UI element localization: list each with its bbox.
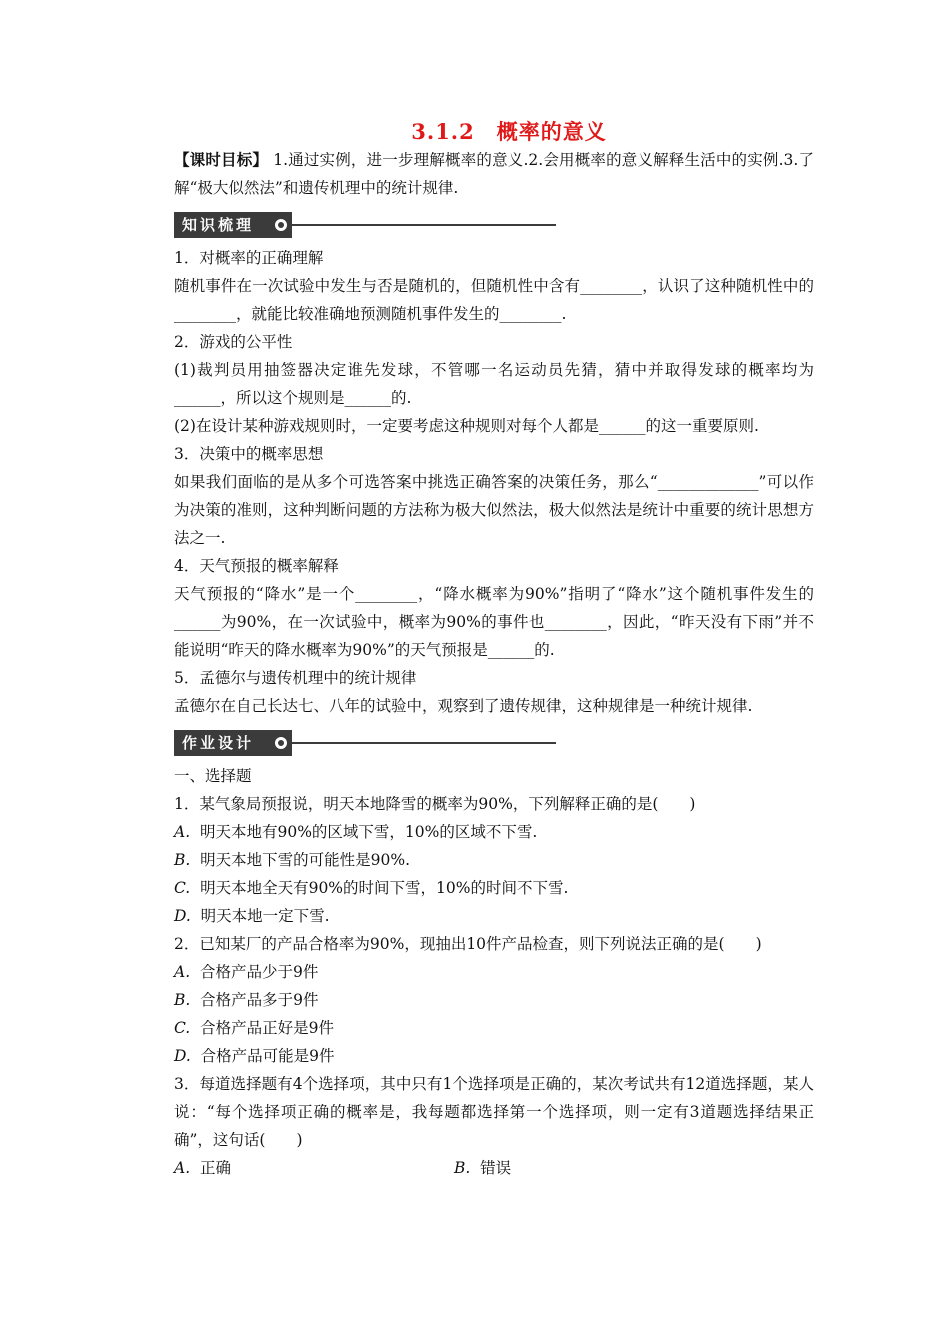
banner-rule [292,224,556,226]
question-3 [174,1070,814,1182]
option-a: A. 合格产品少于9件 [174,963,319,981]
knowledge-line: 天气预报的“降水”是一个________，“降水概率为90%”指明了“降水”这个随机事件发生的______为90%，在一次试验中，概率为90%的事件也________，因此，“昨天没有下雨”并不能说明“昨天的降水概率为90%”的天气预报是______的. [174,585,814,659]
option-a: A. 正确 [174,1159,231,1177]
banner-dot-icon [274,736,288,750]
question-stem: 1．某气象局预报说，明天本地降雪的概率为90%，下列解释正确的是( ) [174,795,696,813]
knowledge-line: 3．决策中的概率思想 [174,445,324,463]
option-c: C. 明天本地全天有90%的时间下雪，10%的时间不下雪. [174,879,569,897]
knowledge-line: 如果我们面临的是从多个可选答案中挑选正确答案的决策任务，那么“_____________”可以作为决策的准则，这种判断问题的方法称为极大似然法，极大似然法是统计中重要的统计思想方法之一. [174,473,814,547]
option-b: B. 合格产品多于9件 [174,991,319,1009]
section-banner-homework [174,730,814,756]
banner-rule [292,742,556,744]
knowledge-line: 2．游戏的公平性 [174,333,293,351]
option-a: A. 明天本地有90%的区域下雪，10%的区域不下雪. [174,823,538,841]
lesson-goal-text: 1.通过实例，进一步理解概率的意义.2.会用概率的意义解释生活中的实例.3.了解“极大似然法”和遗传机理中的统计规律. [174,151,814,197]
section-banner-knowledge [174,212,814,238]
question-2 [174,930,814,1070]
knowledge-line: 1．对概率的正确理解 [174,249,324,267]
knowledge-line: (2)在设计某种游戏规则时，一定要考虑这种规则对每个人都是______的这一重要原则. [174,417,759,435]
section-banner-label: 知识梳理 [174,212,292,238]
option-b: B. 错误 [454,1159,512,1177]
knowledge-line: (1)裁判员用抽签器决定谁先发球，不管哪一名运动员先猜，猜中并取得发球的概率均为______，所以这个规则是______的. [174,361,814,407]
knowledge-line: 4．天气预报的概率解释 [174,557,339,575]
question-stem: 3．每道选择题有4个选择项，其中只有1个选择项是正确的，某次考试共有12道选择题，某人说：“每个选择项正确的概率是，我每题都选择第一个选择项，则一定有3道题选择结果正确”，这句话( ) [174,1075,814,1149]
options-row [174,1154,814,1182]
question-1 [174,790,814,930]
section-heading: 一、选择题 [174,767,252,785]
page-title: 3.1.2 概率的意义 [411,119,607,144]
lesson-goal [174,146,814,202]
option-d: D. 明天本地一定下雪. [174,907,330,925]
lesson-goal-label: 【课时目标】 [174,150,269,169]
knowledge-list [174,244,814,720]
option-c: C. 合格产品正好是9件 [174,1019,334,1037]
document-page [174,118,814,1182]
banner-dot-icon [274,218,288,232]
section-banner-label: 作业设计 [174,730,292,756]
option-b: B. 明天本地下雪的可能性是90%. [174,851,411,869]
knowledge-line: 随机事件在一次试验中发生与否是随机的，但随机性中含有________，认识了这种随机性中的________，就能比较准确地预测随机事件发生的________. [174,277,814,323]
question-stem: 2．已知某厂的产品合格率为90%，现抽出10件产品检查，则下列说法正确的是( ) [174,935,762,953]
option-d: D. 合格产品可能是9件 [174,1047,335,1065]
knowledge-line: 孟德尔在自己长达七、八年的试验中，观察到了遗传规律，这种规律是一种统计规律. [174,697,753,715]
knowledge-line: 5．孟德尔与遗传机理中的统计规律 [174,669,417,687]
